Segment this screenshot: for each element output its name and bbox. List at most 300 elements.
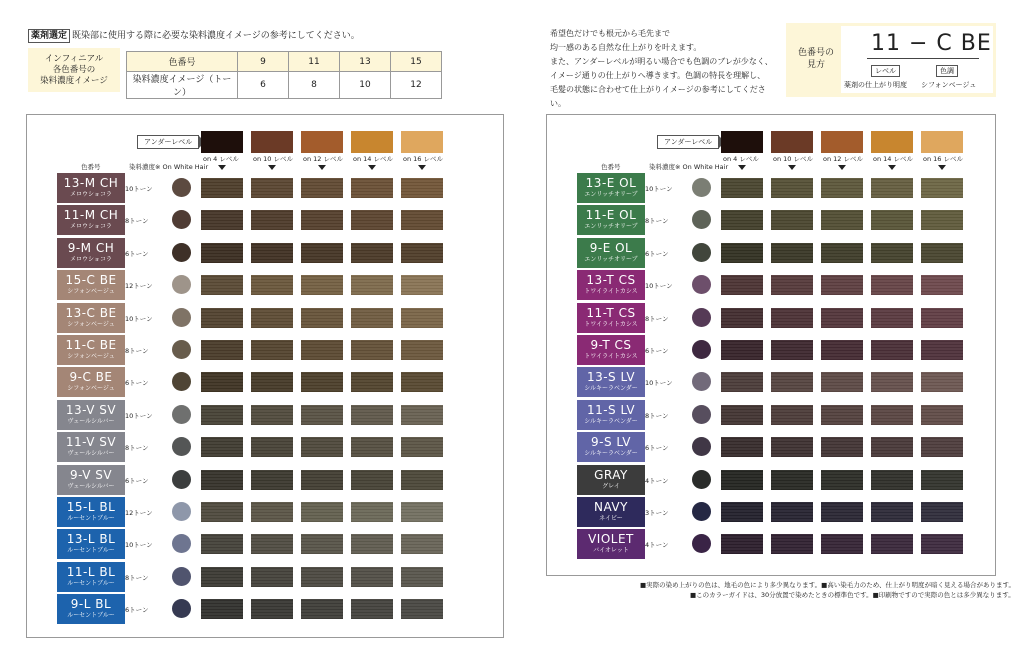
color-name-jp: シルキーラベンダー xyxy=(584,450,638,458)
color-number: 15-L BL xyxy=(66,500,116,514)
conc-tone: 10 xyxy=(340,72,391,99)
color-number: 11-C BE xyxy=(65,338,117,352)
column-header-concentration: 染料濃度※ On White Hair xyxy=(649,163,729,171)
result-swatch xyxy=(251,502,293,522)
result-swatch xyxy=(251,308,293,328)
result-swatch xyxy=(771,437,813,457)
result-swatch xyxy=(821,308,863,328)
result-swatch xyxy=(921,502,963,522)
color-label xyxy=(577,173,645,203)
color-number-guide xyxy=(786,23,996,97)
result-swatch xyxy=(871,340,913,360)
result-swatch xyxy=(351,243,393,263)
color-name-jp: シフォンベージュ xyxy=(67,320,115,328)
under-level-swatch xyxy=(201,131,243,153)
white-hair-swatch xyxy=(692,534,711,553)
result-swatch xyxy=(301,178,343,198)
color-label xyxy=(577,205,645,235)
color-number: 13-S LV xyxy=(586,370,636,385)
result-swatch xyxy=(351,502,393,522)
white-hair-swatch xyxy=(692,502,711,521)
color-name-jp: トワイライトカシス xyxy=(584,353,638,360)
tone-value: 8トーン xyxy=(125,444,149,453)
result-swatch xyxy=(401,437,443,457)
result-swatch xyxy=(301,437,343,457)
tone-value: 6トーン xyxy=(645,444,669,453)
result-swatch xyxy=(401,470,443,490)
color-label xyxy=(57,465,125,495)
result-swatch xyxy=(301,599,343,619)
result-swatch xyxy=(871,372,913,392)
tone-value: 6トーン xyxy=(125,606,149,615)
tone-value: 8トーン xyxy=(645,314,669,323)
color-label xyxy=(57,594,125,624)
result-swatch xyxy=(771,178,813,198)
result-swatch xyxy=(921,178,963,198)
left-color-chart xyxy=(26,114,504,638)
color-label xyxy=(57,562,125,592)
result-swatch xyxy=(201,275,243,295)
color-name-jp: グレイ xyxy=(602,482,620,490)
result-swatch xyxy=(301,243,343,263)
result-swatch xyxy=(721,534,763,554)
result-swatch xyxy=(921,470,963,490)
result-swatch xyxy=(721,470,763,490)
result-swatch xyxy=(721,372,763,392)
description-line: 希望色だけでも根元から毛先まで xyxy=(550,29,670,38)
white-hair-swatch xyxy=(172,405,191,424)
white-hair-swatch xyxy=(172,210,191,229)
result-swatch xyxy=(351,372,393,392)
color-number: 9-V SV xyxy=(69,467,113,482)
result-swatch xyxy=(921,372,963,392)
result-swatch xyxy=(301,534,343,554)
under-level-name: on 12 レベル xyxy=(823,155,863,163)
color-label xyxy=(577,335,645,365)
result-swatch xyxy=(301,502,343,522)
color-label xyxy=(577,497,645,527)
color-number: NAVY xyxy=(594,500,628,514)
result-swatch xyxy=(771,405,813,425)
result-swatch xyxy=(821,275,863,295)
tone-value: 10トーン xyxy=(125,541,153,550)
under-level-name: on 12 レベル xyxy=(303,155,343,163)
tone-value: 8トーン xyxy=(645,217,669,226)
description-line: イメージ通りの仕上がりへ導きます。色調の特長を理解し、 xyxy=(550,71,766,80)
under-level-swatch xyxy=(401,131,443,153)
result-swatch xyxy=(821,470,863,490)
color-label xyxy=(57,367,125,397)
result-swatch xyxy=(201,372,243,392)
column-header-concentration: 染料濃度※ On White Hair xyxy=(129,163,209,171)
result-swatch xyxy=(871,534,913,554)
result-swatch xyxy=(821,340,863,360)
under-level-name: on 4 レベル xyxy=(203,155,239,163)
color-number: 13-C BE xyxy=(65,305,117,320)
result-swatch xyxy=(251,275,293,295)
color-name-jp: エンリッチオリーブ xyxy=(584,223,638,231)
right-color-chart xyxy=(546,114,996,576)
result-swatch xyxy=(721,178,763,198)
result-swatch xyxy=(771,243,813,263)
color-label xyxy=(57,529,125,559)
concentration-table xyxy=(126,51,442,99)
color-label xyxy=(577,303,645,333)
color-label xyxy=(577,465,645,495)
result-swatch xyxy=(401,308,443,328)
under-level-swatch xyxy=(301,131,343,153)
result-swatch xyxy=(921,340,963,360)
result-swatch xyxy=(771,340,813,360)
color-number: 9-E OL xyxy=(589,240,633,255)
white-hair-swatch xyxy=(172,243,191,262)
white-hair-swatch xyxy=(172,275,191,294)
result-swatch xyxy=(401,405,443,425)
white-hair-swatch xyxy=(692,372,711,391)
color-name-jp: ヴェールシルバー xyxy=(67,450,115,458)
tone-value: 6トーン xyxy=(125,476,149,485)
conc-tone: 6 xyxy=(238,72,289,99)
footnote: ■このカラーガイドは、30分放置で染めたときの標準色です。■印刷物ですので実際の色とは多少異なります。 xyxy=(690,591,1015,599)
color-number: 11-V SV xyxy=(65,435,117,450)
color-name-jp: ヴェールシルバー xyxy=(67,482,115,490)
under-level-swatch xyxy=(351,131,393,153)
color-number: 13-M CH xyxy=(63,176,119,190)
conc-number: 13 xyxy=(340,52,391,72)
result-swatch xyxy=(201,502,243,522)
result-swatch xyxy=(351,437,393,457)
result-swatch xyxy=(871,405,913,425)
result-swatch xyxy=(921,308,963,328)
tone-value: 8トーン xyxy=(125,573,149,582)
color-number: 13-T CS xyxy=(586,273,636,288)
drug-selection-tag: 薬剤選定 xyxy=(28,29,70,43)
color-label xyxy=(57,432,125,462)
result-swatch xyxy=(871,308,913,328)
color-number: 9-C BE xyxy=(69,370,113,385)
down-arrow-icon xyxy=(838,165,846,170)
result-swatch xyxy=(351,599,393,619)
result-swatch xyxy=(821,178,863,198)
result-swatch xyxy=(351,470,393,490)
under-level-name: on 4 レベル xyxy=(723,155,759,163)
under-level-label: アンダーレベル xyxy=(657,135,719,149)
color-name-jp: ルーセントブルー xyxy=(67,547,115,555)
conc-number: 15 xyxy=(391,52,442,72)
tone-value: 4トーン xyxy=(645,541,669,550)
result-swatch xyxy=(921,405,963,425)
result-swatch xyxy=(251,178,293,198)
result-swatch xyxy=(721,308,763,328)
result-swatch xyxy=(721,502,763,522)
result-swatch xyxy=(301,275,343,295)
result-swatch xyxy=(921,275,963,295)
concentration-title xyxy=(28,48,120,92)
result-swatch xyxy=(771,502,813,522)
color-number: 9-S LV xyxy=(591,435,631,450)
result-swatch xyxy=(401,275,443,295)
concentration-title-text: インフィニアル 各色番号の 染料濃度イメージ xyxy=(40,53,108,86)
result-swatch xyxy=(771,470,813,490)
white-hair-swatch xyxy=(172,502,191,521)
color-name-jp: エンリッチオリーブ xyxy=(584,255,638,263)
result-swatch xyxy=(201,405,243,425)
guide-label: 色番号の 見方 xyxy=(797,48,834,70)
result-swatch xyxy=(821,534,863,554)
color-name-jp: シルキーラベンダー xyxy=(584,385,638,393)
under-level-swatch xyxy=(821,131,863,153)
color-number: 11-S LV xyxy=(586,402,636,417)
guide-level-desc: 薬剤の仕上がり明度 xyxy=(844,81,907,89)
under-level-name: on 16 レベル xyxy=(403,155,443,163)
conc-tone: 8 xyxy=(289,72,340,99)
result-swatch xyxy=(301,567,343,587)
conc-header-number: 色番号 xyxy=(127,52,238,72)
result-swatch xyxy=(251,405,293,425)
result-swatch xyxy=(721,340,763,360)
conc-tone: 12 xyxy=(391,72,442,99)
down-arrow-icon xyxy=(888,165,896,170)
result-swatch xyxy=(401,243,443,263)
color-label xyxy=(577,432,645,462)
guide-example: 11 − C BE xyxy=(871,31,992,56)
result-swatch xyxy=(401,210,443,230)
result-swatch xyxy=(201,308,243,328)
down-arrow-icon xyxy=(268,165,276,170)
color-number: GRAY xyxy=(594,467,628,482)
conc-number: 11 xyxy=(289,52,340,72)
under-level-name: on 10 レベル xyxy=(773,155,813,163)
result-swatch xyxy=(871,243,913,263)
color-label xyxy=(57,400,125,430)
under-level-swatch xyxy=(871,131,913,153)
tone-value: 4トーン xyxy=(645,476,669,485)
result-swatch xyxy=(351,405,393,425)
result-swatch xyxy=(401,502,443,522)
under-level-swatch xyxy=(251,131,293,153)
result-swatch xyxy=(401,567,443,587)
result-swatch xyxy=(201,243,243,263)
result-swatch xyxy=(401,372,443,392)
result-swatch xyxy=(721,437,763,457)
conc-header-tone: 染料濃度イメージ（トーン） xyxy=(127,72,238,99)
tone-value: 10トーン xyxy=(645,379,673,388)
result-swatch xyxy=(771,210,813,230)
color-label xyxy=(577,529,645,559)
white-hair-swatch xyxy=(692,210,711,229)
color-number: 13-E OL xyxy=(585,176,637,190)
result-swatch xyxy=(201,534,243,554)
white-hair-swatch xyxy=(692,308,711,327)
result-swatch xyxy=(351,340,393,360)
result-swatch xyxy=(301,405,343,425)
result-swatch xyxy=(821,243,863,263)
result-swatch xyxy=(251,372,293,392)
color-label xyxy=(577,238,645,268)
color-number: 11-M CH xyxy=(63,208,119,223)
result-swatch xyxy=(871,275,913,295)
result-swatch xyxy=(821,437,863,457)
result-swatch xyxy=(251,599,293,619)
white-hair-swatch xyxy=(692,243,711,262)
guide-tag-color: 色調 xyxy=(936,65,958,77)
white-hair-swatch xyxy=(692,405,711,424)
under-level-label: アンダーレベル xyxy=(137,135,199,149)
result-swatch xyxy=(921,437,963,457)
conc-number: 9 xyxy=(238,52,289,72)
down-arrow-icon xyxy=(938,165,946,170)
down-arrow-icon xyxy=(318,165,326,170)
guide-color-desc: シフォンベージュ xyxy=(921,81,977,89)
tone-value: 10トーン xyxy=(125,411,153,420)
color-name-jp: シフォンベージュ xyxy=(67,288,115,296)
color-number: 9-L BL xyxy=(70,597,112,612)
color-number: 9-M CH xyxy=(67,240,115,255)
guide-example-box xyxy=(841,26,993,93)
tone-value: 8トーン xyxy=(125,347,149,355)
result-swatch xyxy=(771,534,813,554)
result-swatch xyxy=(821,502,863,522)
result-swatch xyxy=(871,178,913,198)
result-swatch xyxy=(251,210,293,230)
color-label xyxy=(57,497,125,527)
result-swatch xyxy=(251,437,293,457)
result-swatch xyxy=(201,437,243,457)
tone-value: 6トーン xyxy=(125,379,149,388)
tone-value: 6トーン xyxy=(645,347,669,355)
tone-value: 12トーン xyxy=(125,282,153,291)
white-hair-swatch xyxy=(692,437,711,456)
result-swatch xyxy=(201,599,243,619)
color-number: 9-T CS xyxy=(590,338,632,352)
color-name-jp: シフォンベージュ xyxy=(67,385,115,393)
color-name-jp: シルキーラベンダー xyxy=(584,417,638,425)
column-header-number: 色番号 xyxy=(601,163,621,171)
white-hair-swatch xyxy=(172,470,191,489)
color-number: 11-L BL xyxy=(66,564,116,579)
result-swatch xyxy=(301,308,343,328)
white-hair-swatch xyxy=(172,178,191,197)
down-arrow-icon xyxy=(788,165,796,170)
result-swatch xyxy=(201,210,243,230)
result-swatch xyxy=(871,502,913,522)
guide-tag-level: レベル xyxy=(871,65,900,77)
color-name-jp: エンリッチオリーブ xyxy=(584,191,638,198)
color-name-jp: バイオレット xyxy=(593,547,629,555)
color-name-jp: メロウショコラ xyxy=(70,223,112,231)
description-text xyxy=(550,27,775,111)
color-name-jp: ヴェールシルバー xyxy=(67,417,115,425)
tone-value: 8トーン xyxy=(125,217,149,226)
tone-value: 10トーン xyxy=(125,314,153,323)
down-arrow-icon xyxy=(368,165,376,170)
white-hair-swatch xyxy=(172,340,191,359)
column-header-number: 色番号 xyxy=(81,163,101,171)
result-swatch xyxy=(921,534,963,554)
white-hair-swatch xyxy=(172,437,191,456)
color-name-jp: トワイライトカシス xyxy=(584,288,638,296)
white-hair-swatch xyxy=(692,178,711,197)
under-level-swatch xyxy=(771,131,813,153)
color-name-jp: シフォンベージュ xyxy=(67,353,115,360)
under-level-name: on 16 レベル xyxy=(923,155,963,163)
result-swatch xyxy=(401,534,443,554)
result-swatch xyxy=(301,340,343,360)
color-number: VIOLET xyxy=(588,532,634,547)
white-hair-swatch xyxy=(172,534,191,553)
color-name-jp: ルーセントブルー xyxy=(67,515,115,522)
result-swatch xyxy=(201,340,243,360)
down-arrow-icon xyxy=(738,165,746,170)
tone-value: 8トーン xyxy=(645,411,669,420)
result-swatch xyxy=(201,178,243,198)
result-swatch xyxy=(351,308,393,328)
footnote: ■実際の染め上がりの色は、地毛の色により多少異なります。■高い染毛力のため、仕上がり明度が暗く見える場合があります。 xyxy=(640,581,1015,589)
color-label xyxy=(577,400,645,430)
under-level-swatch xyxy=(721,131,763,153)
result-swatch xyxy=(251,243,293,263)
color-label xyxy=(57,303,125,333)
result-swatch xyxy=(351,210,393,230)
white-hair-swatch xyxy=(172,308,191,327)
tone-value: 10トーン xyxy=(645,282,673,291)
tone-value: 10トーン xyxy=(645,185,673,193)
color-name-jp: メロウショコラ xyxy=(70,191,112,198)
color-number: 11-E OL xyxy=(585,208,637,223)
under-level-name: on 14 レベル xyxy=(353,155,393,163)
result-swatch xyxy=(301,470,343,490)
color-label xyxy=(57,238,125,268)
color-name-jp: メロウショコラ xyxy=(70,255,112,263)
under-level-name: on 14 レベル xyxy=(873,155,913,163)
color-number: 15-C BE xyxy=(65,273,117,288)
result-swatch xyxy=(771,275,813,295)
result-swatch xyxy=(251,567,293,587)
result-swatch xyxy=(821,210,863,230)
result-swatch xyxy=(351,178,393,198)
result-swatch xyxy=(401,599,443,619)
result-swatch xyxy=(251,470,293,490)
result-swatch xyxy=(771,308,813,328)
result-swatch xyxy=(251,340,293,360)
result-swatch xyxy=(401,340,443,360)
color-label xyxy=(57,335,125,365)
color-label xyxy=(57,205,125,235)
result-swatch xyxy=(201,470,243,490)
result-swatch xyxy=(871,470,913,490)
result-swatch xyxy=(251,534,293,554)
color-label xyxy=(57,173,125,203)
color-label xyxy=(577,367,645,397)
description-line: 均一感のある自然な仕上がりを叶えます。 xyxy=(550,43,702,52)
color-number: 11-T CS xyxy=(586,305,636,320)
result-swatch xyxy=(871,210,913,230)
white-hair-swatch xyxy=(172,599,191,618)
result-swatch xyxy=(721,405,763,425)
color-number: 13-V SV xyxy=(65,402,117,417)
color-name-jp: ルーセントブルー xyxy=(67,612,115,620)
result-swatch xyxy=(351,275,393,295)
down-arrow-icon xyxy=(418,165,426,170)
under-level-swatch xyxy=(921,131,963,153)
tone-value: 6トーン xyxy=(645,249,669,258)
result-swatch xyxy=(301,372,343,392)
white-hair-swatch xyxy=(172,567,191,586)
guide-underline xyxy=(867,58,979,59)
color-label xyxy=(577,270,645,300)
white-hair-swatch xyxy=(692,340,711,359)
result-swatch xyxy=(351,567,393,587)
